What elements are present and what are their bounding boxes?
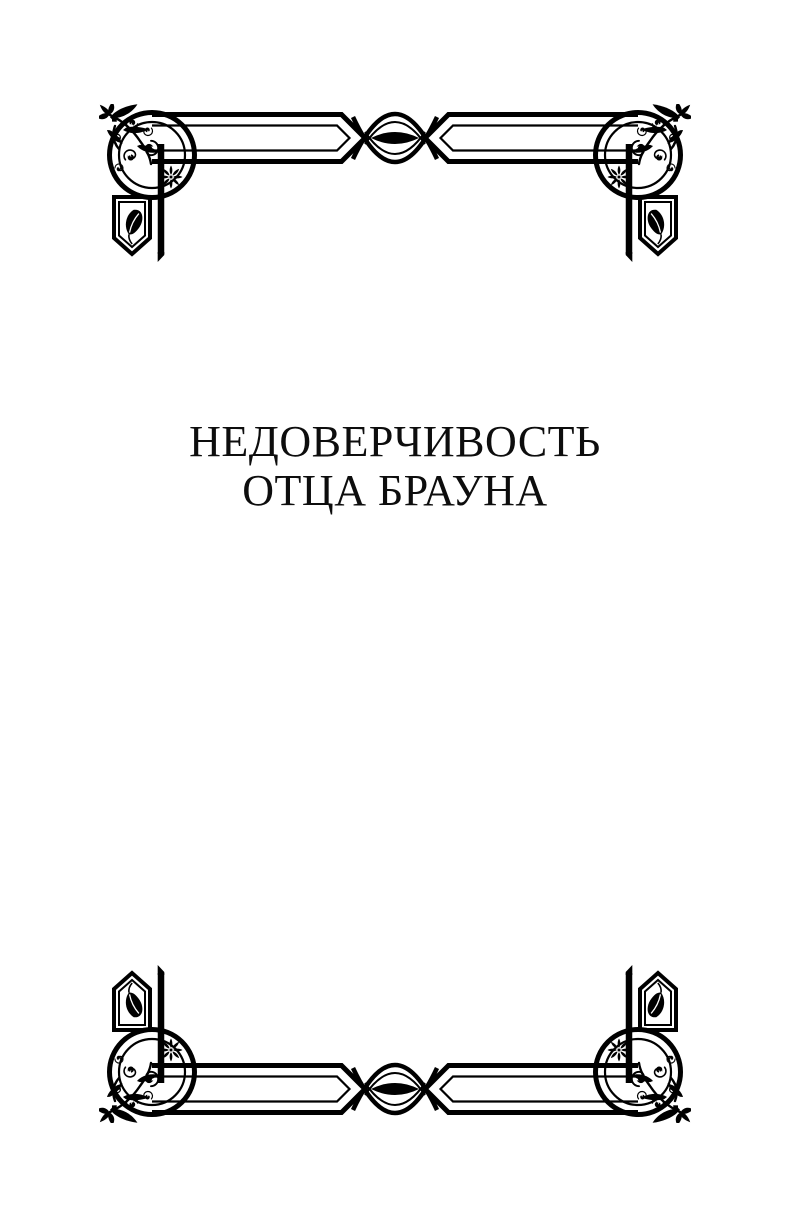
footer-ornament: [99, 961, 691, 1123]
title-line-1: НЕДОВЕРЧИВОСТЬ: [189, 417, 601, 466]
title-line-2: ОТЦА БРАУНА: [242, 466, 548, 515]
header-ornament: [99, 104, 691, 266]
title-block: [0, 417, 790, 515]
